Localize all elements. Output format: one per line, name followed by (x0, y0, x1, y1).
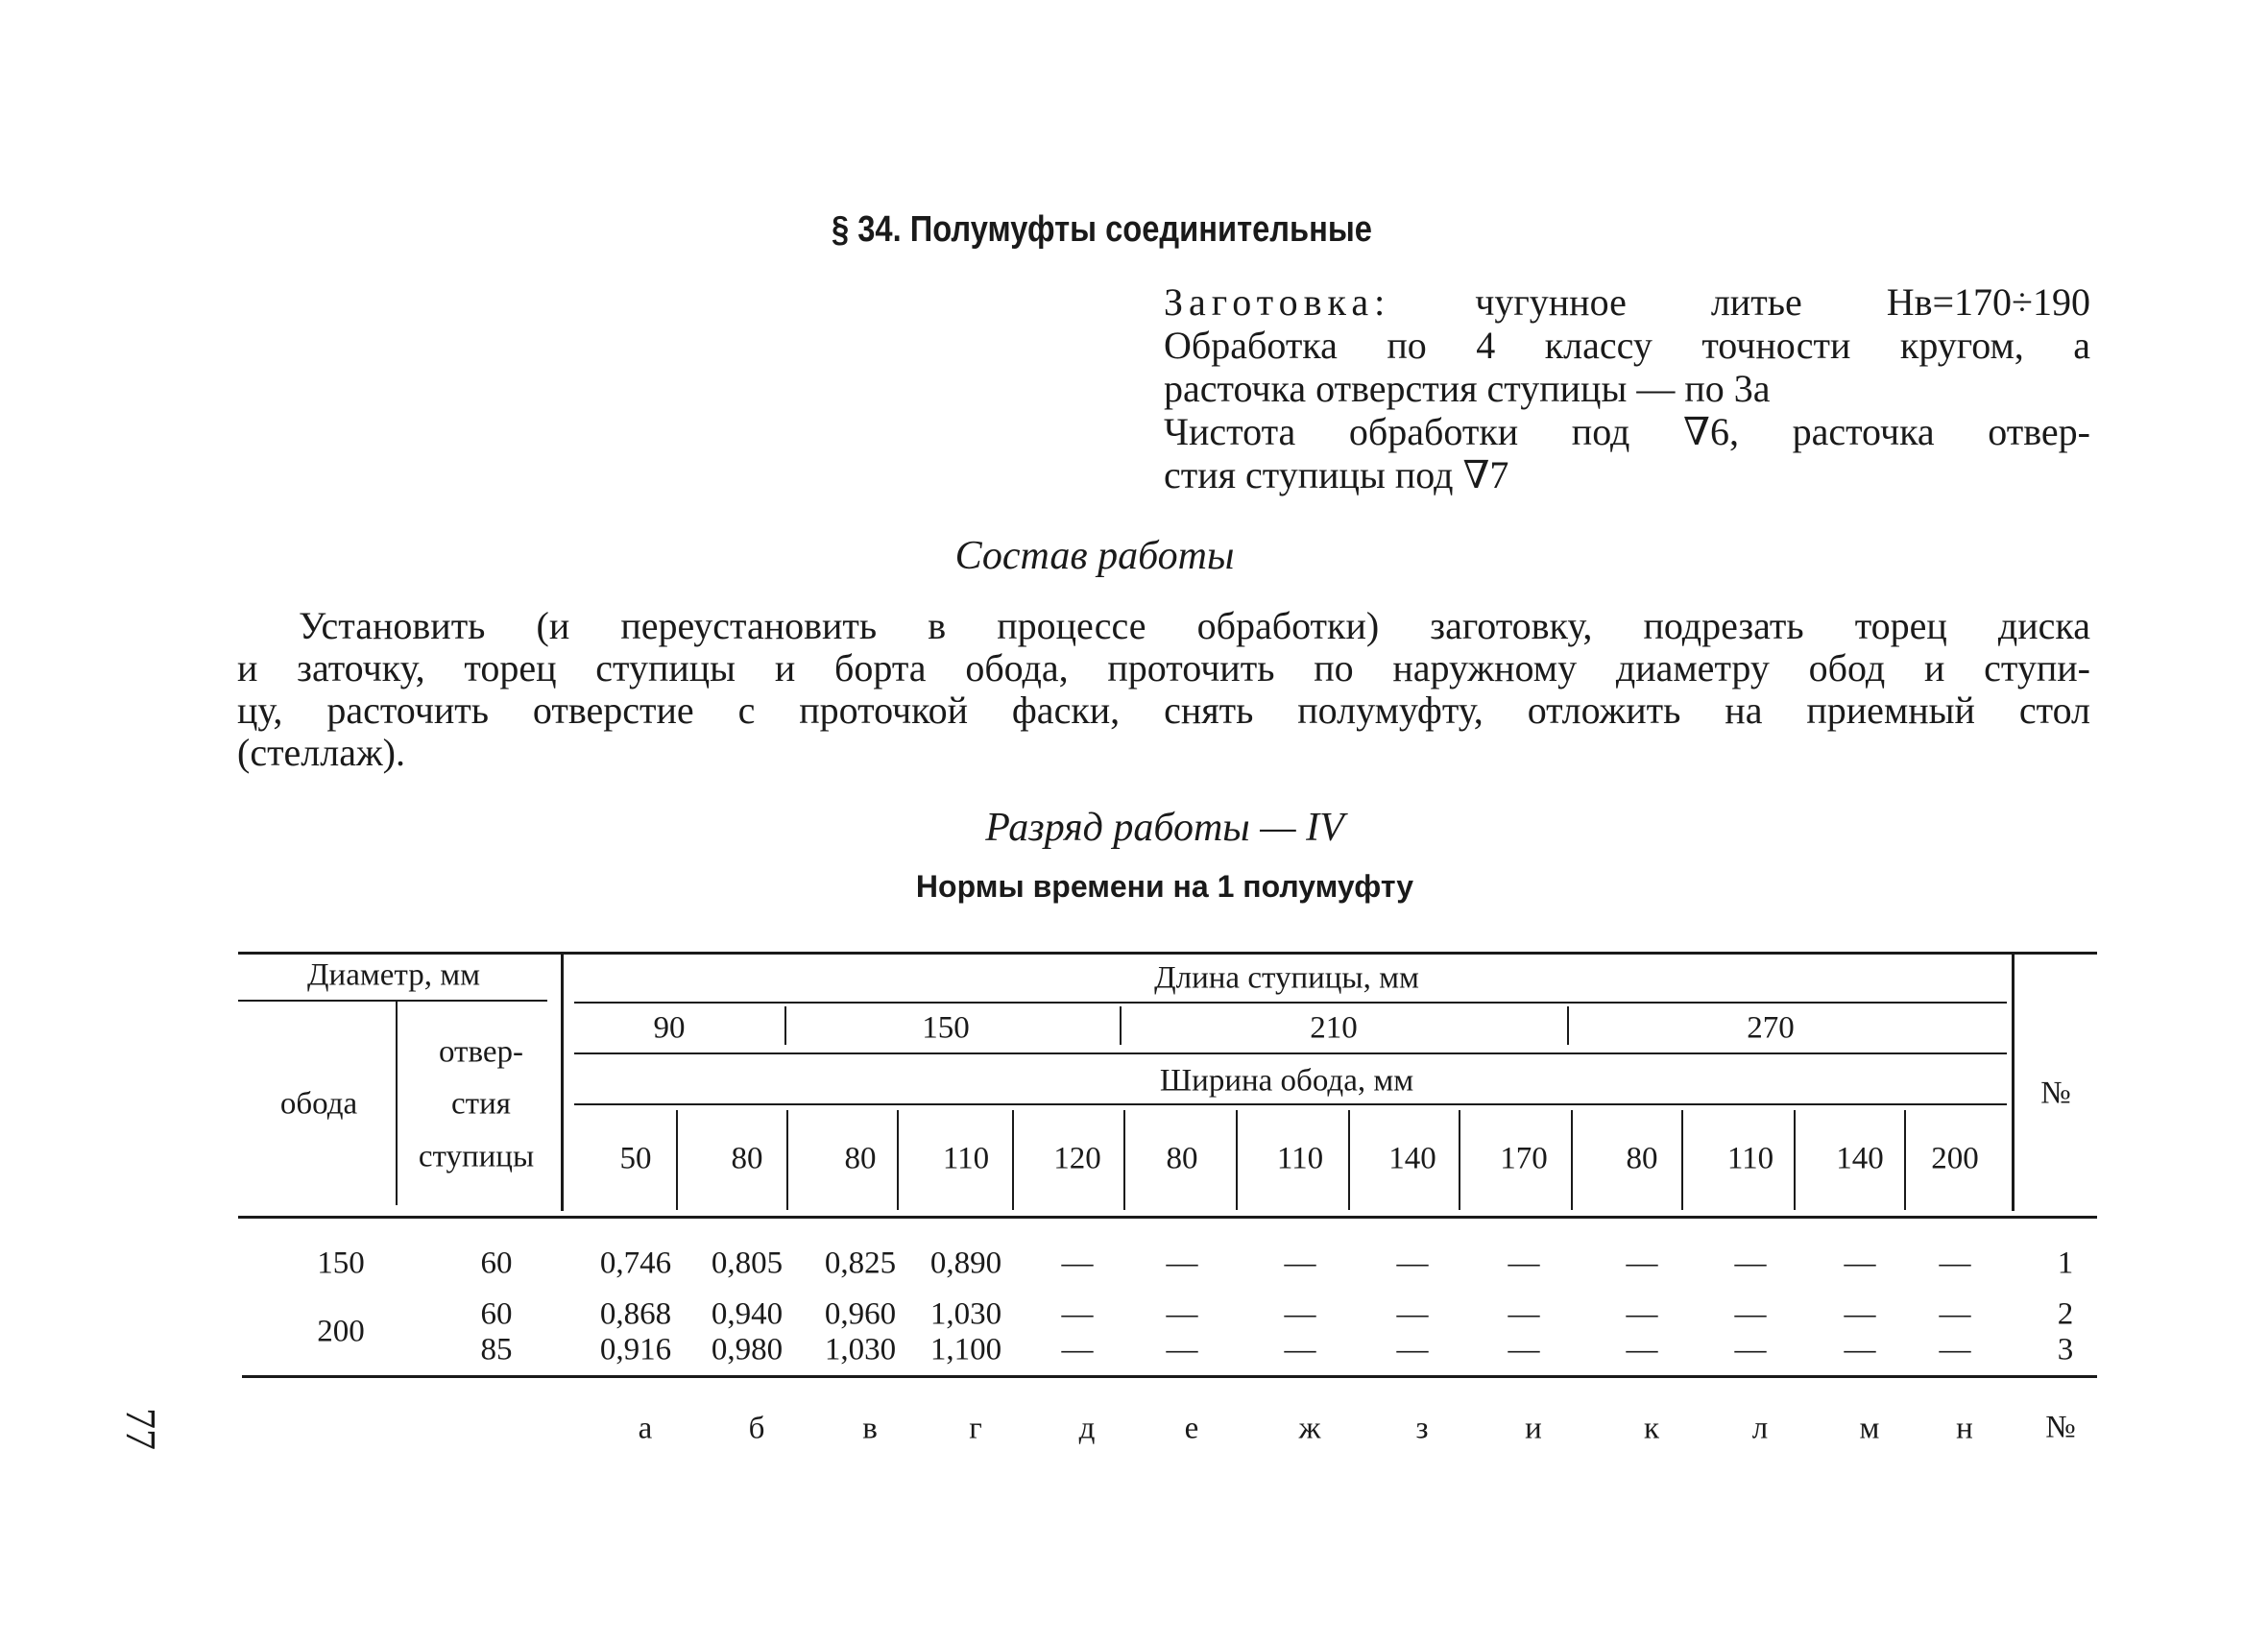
table-cell: 0,746 (599, 1246, 672, 1281)
hub-length-270: 270 (1747, 1010, 1795, 1046)
blank-line-1 (1164, 280, 2090, 324)
work-description (237, 605, 2090, 774)
table-cell: 0,940 (711, 1296, 784, 1332)
table-cell: 1,100 (929, 1332, 1002, 1367)
work-line-1: Установить (и переустановить в процессе обработки) заготовку, подрезать торец диска (299, 604, 2090, 647)
column-letter: ж (1298, 1411, 1321, 1446)
table-cell: 1,030 (824, 1332, 897, 1367)
table-cell: — (1166, 1246, 1198, 1281)
table-cell: — (1508, 1246, 1540, 1281)
rim-width-6: 80 (1166, 1141, 1198, 1176)
table-cell: — (1061, 1296, 1094, 1332)
width-divider (1123, 1110, 1125, 1210)
row-rim-diameter: 150 (317, 1246, 365, 1281)
row-hole-diameter: 60 (480, 1246, 513, 1281)
table-cell: — (1166, 1296, 1198, 1332)
blank-line-3: расточка отверстия ступицы — по 3а (1164, 367, 1771, 410)
work-heading: Состав работы (954, 534, 1235, 578)
rim-width-header: Ширина обода, мм (1159, 1063, 1414, 1099)
hole-header-line-3: ступицы (418, 1139, 535, 1174)
section-title: § 34. Полумуфты соединительные (832, 209, 1372, 250)
rim-width-underline (574, 1103, 2007, 1105)
table-cell: — (1626, 1296, 1658, 1332)
blank-line-2: Обработка по 4 классу точности кругом, а (1164, 324, 2090, 367)
work-line-2: и заточку, торец ступицы и борта обода, проточить по наружному диаметру обод и ступи- (237, 646, 2090, 689)
column-letter: з (1415, 1411, 1429, 1446)
table-cell: — (1734, 1296, 1767, 1332)
column-letter: г (969, 1411, 982, 1446)
table-bottom-rule (242, 1375, 2097, 1378)
table-cell: — (1734, 1246, 1767, 1281)
no-header: № (2040, 1076, 2071, 1111)
row-hole-diameter: 85 (480, 1332, 513, 1367)
header-bottom-rule (238, 1216, 2097, 1219)
page-number: 77 (117, 1408, 164, 1450)
table-cell: — (1061, 1246, 1094, 1281)
table-cell: — (1626, 1246, 1658, 1281)
hole-col-left-rule (396, 1002, 398, 1205)
row-rim-diameter: 200 (317, 1314, 365, 1349)
table-cell: 0,916 (599, 1332, 672, 1367)
table-cell: — (1844, 1246, 1876, 1281)
work-line-3: цу, расточить отверстие с проточкой фаски, снять полумуфту, отложить на приемный стол (237, 689, 2090, 732)
hub-length-150: 150 (922, 1010, 970, 1046)
rim-width-13: 200 (1931, 1141, 1979, 1176)
table-cell: 0,980 (711, 1332, 784, 1367)
blank-line-4: Чистота обработки под ∇6, расточка отвер- (1164, 410, 2090, 453)
blank-label: Заготовка: (1164, 280, 1391, 324)
values-left-rule (561, 952, 564, 1211)
table-cell: — (1939, 1296, 1971, 1332)
table-cell: — (1626, 1332, 1658, 1367)
rim-width-9: 170 (1500, 1141, 1548, 1176)
column-letter: м (1859, 1411, 1880, 1446)
table-cell: — (1844, 1296, 1876, 1332)
row-number: 3 (2057, 1332, 2074, 1367)
rim-width-2: 80 (731, 1141, 763, 1176)
table-cell: — (1284, 1246, 1316, 1281)
rim-width-10: 80 (1626, 1141, 1658, 1176)
table-cell: — (1061, 1332, 1094, 1367)
column-letter: и (1525, 1411, 1542, 1446)
table-cell: — (1284, 1296, 1316, 1332)
width-divider (676, 1110, 678, 1210)
hub-length-underline (574, 1002, 2007, 1004)
column-letter: б (748, 1411, 765, 1446)
table-cell: — (1939, 1246, 1971, 1281)
hole-header-line-1: отвер- (438, 1034, 524, 1070)
rim-width-7: 110 (1276, 1141, 1324, 1176)
diameter-underline (238, 1000, 547, 1002)
table-cell: — (1284, 1332, 1316, 1367)
width-divider (1236, 1110, 1238, 1210)
blank-line-5: стия ступицы под ∇7 (1164, 453, 1509, 496)
row-number: 2 (2057, 1296, 2074, 1332)
rim-width-4: 110 (942, 1141, 990, 1176)
hub-divider-2 (1120, 1006, 1122, 1045)
width-divider (1904, 1110, 1906, 1210)
hub-divider-1 (784, 1006, 786, 1045)
diameter-header: Диаметр, мм (307, 957, 480, 993)
work-line-4: (стеллаж). (237, 731, 405, 774)
width-divider (1012, 1110, 1014, 1210)
hub-divider-3 (1567, 1006, 1569, 1045)
rim-width-8: 140 (1388, 1141, 1436, 1176)
rim-header: обода (279, 1086, 358, 1122)
work-grade: Разряд работы — IV (985, 806, 1344, 850)
hub-length-90: 90 (653, 1010, 686, 1046)
table-cell: — (1396, 1332, 1429, 1367)
row-hole-diameter: 60 (480, 1296, 513, 1332)
column-letter: а (638, 1411, 653, 1446)
width-divider (1459, 1110, 1460, 1210)
table-cell: — (1508, 1296, 1540, 1332)
column-letter: н (1956, 1411, 1973, 1446)
width-divider (1794, 1110, 1796, 1210)
table-cell: — (1166, 1332, 1198, 1367)
table-cell: 0,868 (599, 1296, 672, 1332)
rim-width-5: 120 (1053, 1141, 1101, 1176)
table-cell: — (1939, 1332, 1971, 1367)
column-letter: л (1751, 1411, 1769, 1446)
table-cell: 0,825 (824, 1246, 897, 1281)
column-letter: д (1078, 1411, 1096, 1446)
rim-width-12: 140 (1836, 1141, 1884, 1176)
blank-spec (1164, 280, 2090, 496)
table-cell: 0,805 (711, 1246, 784, 1281)
width-divider (1681, 1110, 1683, 1210)
table-cell: — (1396, 1296, 1429, 1332)
column-letter: к (1643, 1411, 1660, 1446)
width-divider (897, 1110, 899, 1210)
hub-length-210: 210 (1310, 1010, 1358, 1046)
hole-header-line-2: стия (451, 1086, 511, 1122)
table-cell: — (1734, 1332, 1767, 1367)
table-cell: 0,890 (929, 1246, 1002, 1281)
rim-width-3: 80 (844, 1141, 877, 1176)
width-divider (1571, 1110, 1573, 1210)
table-cell: — (1396, 1246, 1429, 1281)
table-cell: 1,030 (929, 1296, 1002, 1332)
column-letter: в (862, 1411, 878, 1446)
hub-values-underline (574, 1052, 2007, 1054)
table-cell: 0,960 (824, 1296, 897, 1332)
hub-length-header: Длина ступицы, мм (1154, 960, 1419, 996)
row-number: 1 (2057, 1246, 2074, 1281)
width-divider (1348, 1110, 1350, 1210)
table-cell: — (1844, 1332, 1876, 1367)
rim-width-11: 110 (1726, 1141, 1774, 1176)
blank-material: чугунное литье Нв=170÷190 (1475, 280, 2090, 324)
no-col-left-rule (2012, 952, 2015, 1211)
table-top-rule (238, 952, 2097, 955)
table-cell: — (1508, 1332, 1540, 1367)
rim-width-1: 50 (619, 1141, 652, 1176)
column-letter: е (1184, 1411, 1199, 1446)
table-caption: Нормы времени на 1 полумуфту (915, 869, 1414, 904)
width-divider (786, 1110, 788, 1210)
column-letter-no: № (2045, 1410, 2076, 1445)
